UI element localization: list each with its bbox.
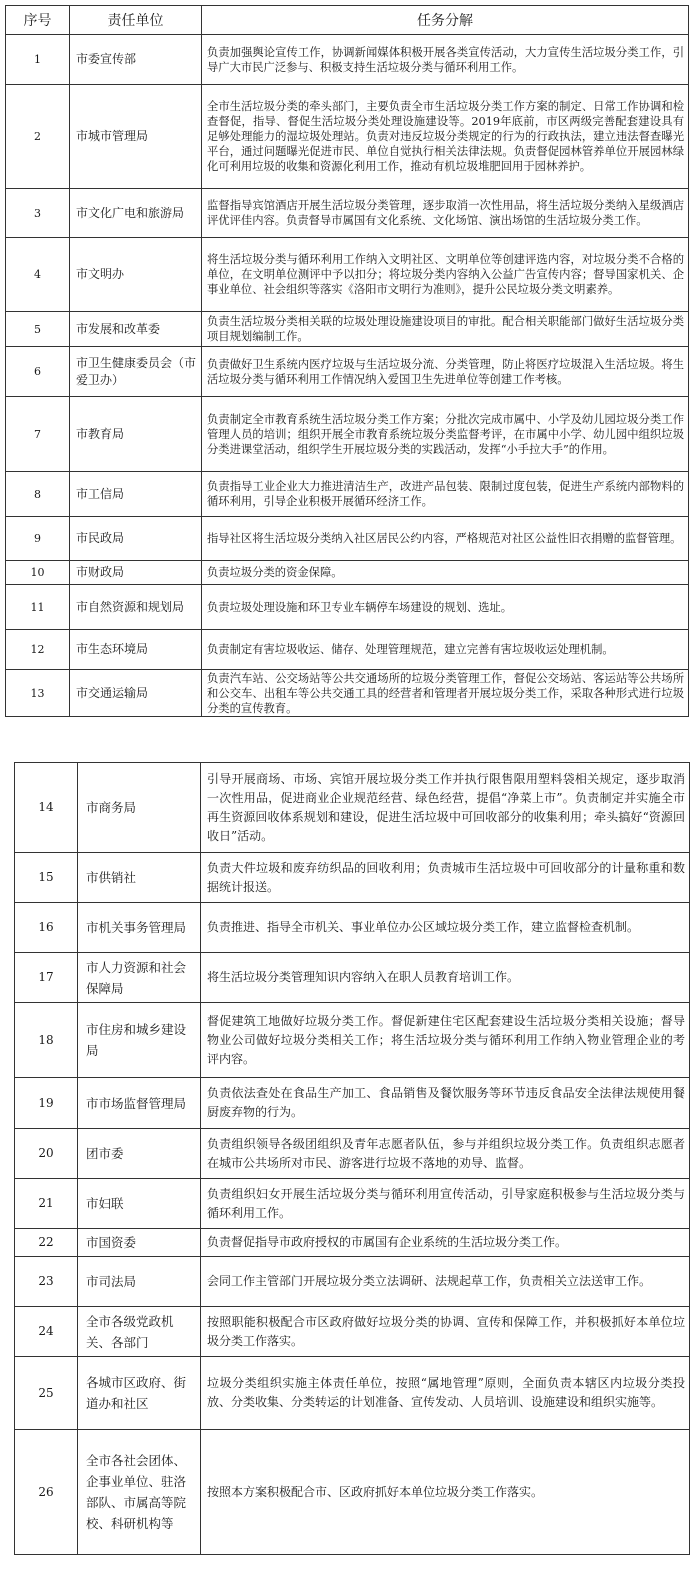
table-row <box>15 1129 690 1179</box>
table-row <box>15 1257 690 1307</box>
row-task: 督促建筑工地做好垃圾分类工作。督促新建住宅区配套建设生活垃圾分类相关设施；督导物业公司做好垃圾分类相关工作；将生活垃圾分类与循环利用工作纳入物业管理企业的考评内容。 <box>201 1003 690 1078</box>
table-row <box>15 1357 690 1430</box>
row-index: 20 <box>15 1129 78 1179</box>
table-row <box>15 1229 690 1257</box>
row-unit: 市机关事务管理局 <box>78 903 201 953</box>
header-unit: 责任单位 <box>70 6 202 35</box>
row-index: 25 <box>15 1357 78 1430</box>
row-unit: 市人力资源和社会保障局 <box>78 953 201 1003</box>
responsibility-table-part-2 <box>14 762 690 1555</box>
table-row <box>15 1078 690 1129</box>
row-index: 13 <box>6 670 70 717</box>
row-unit: 市城市管理局 <box>70 85 202 189</box>
row-unit: 全市各社会团体、企事业单位、驻洛部队、市属高等院校、科研机构等 <box>78 1430 201 1555</box>
row-index: 8 <box>6 472 70 517</box>
row-unit: 市发展和改革委 <box>70 312 202 347</box>
row-index: 23 <box>15 1257 78 1307</box>
table-row <box>6 312 689 347</box>
row-index: 19 <box>15 1078 78 1129</box>
row-index: 6 <box>6 347 70 397</box>
row-unit: 团市委 <box>78 1129 201 1179</box>
row-unit: 市自然资源和规划局 <box>70 585 202 630</box>
row-task: 垃圾分类组织实施主体责任单位，按照“属地管理”原则，全面负责本辖区内垃圾分类投放、分类收集、分类转运的计划准备、宣传发动、人员培训、设施建设和组织实施等。 <box>201 1357 690 1430</box>
row-unit: 市文明办 <box>70 238 202 312</box>
table-row <box>6 670 689 717</box>
table-row <box>15 1307 690 1357</box>
table-row <box>6 630 689 670</box>
responsibility-table-part-1 <box>5 5 689 717</box>
row-task: 负责依法查处在食品生产加工、食品销售及餐饮服务等环节违反食品安全法律法规使用餐厨废弃物的行为。 <box>201 1078 690 1129</box>
header-row <box>6 6 689 35</box>
table-row <box>6 517 689 561</box>
row-index: 9 <box>6 517 70 561</box>
row-unit: 市供销社 <box>78 853 201 903</box>
row-unit: 市民政局 <box>70 517 202 561</box>
row-index: 12 <box>6 630 70 670</box>
row-index: 3 <box>6 189 70 238</box>
row-unit: 市卫生健康委员会（市爱卫办） <box>70 347 202 397</box>
row-unit: 市财政局 <box>70 561 202 585</box>
row-unit: 市工信局 <box>70 472 202 517</box>
row-task: 负责大件垃圾和废弃纺织品的回收利用；负责城市生活垃圾中可回收部分的计量称重和数据统计报送。 <box>201 853 690 903</box>
table-row <box>6 561 689 585</box>
row-unit: 市委宣传部 <box>70 35 202 85</box>
row-unit: 市国资委 <box>78 1229 201 1257</box>
table-row <box>6 347 689 397</box>
row-task: 负责组织妇女开展生活垃圾分类与循环利用宣传活动，引导家庭积极参与生活垃圾分类与循环利用工作。 <box>201 1179 690 1229</box>
table-row <box>6 585 689 630</box>
table-row <box>15 1179 690 1229</box>
row-unit: 市文化广电和旅游局 <box>70 189 202 238</box>
row-task: 监督指导宾馆酒店开展生活垃圾分类管理，逐步取消一次性用品，将生活垃圾分类纳入星级酒店评优评佳内容。负责督导市属国有文化系统、文化场馆、演出场馆的生活垃圾分类工作。 <box>202 189 689 238</box>
table-row <box>15 1003 690 1078</box>
row-index: 16 <box>15 903 78 953</box>
row-index: 15 <box>15 853 78 903</box>
row-unit: 市教育局 <box>70 397 202 472</box>
row-task: 负责汽车站、公交场站等公共交通场所的垃圾分类管理工作，督促公交场站、客运站等公共场所和公交车、出租车等公共交通工具的经营者和管理者开展垃圾分类工作，采取各种形式进行垃圾分类的宣传教育。 <box>202 670 689 717</box>
row-task: 负责做好卫生系统内医疗垃圾与生活垃圾分流、分类管理，防止将医疗垃圾混入生活垃圾。将生活垃圾分类与循环利用工作情况纳入爱国卫生先进单位等创建工作考核。 <box>202 347 689 397</box>
table-row <box>6 35 689 85</box>
table-row <box>15 1430 690 1555</box>
row-task: 负责督促指导市政府授权的市属国有企业系统的生活垃圾分类工作。 <box>201 1229 690 1257</box>
table-row <box>6 189 689 238</box>
table-row <box>6 85 689 189</box>
row-index: 26 <box>15 1430 78 1555</box>
row-index: 18 <box>15 1003 78 1078</box>
row-task: 指导社区将生活垃圾分类纳入社区居民公约内容，严格规范对社区公益性旧衣捐赠的监督管理。 <box>202 517 689 561</box>
row-task: 负责垃圾分类的资金保障。 <box>202 561 689 585</box>
table-row <box>6 397 689 472</box>
row-index: 14 <box>15 763 78 853</box>
row-unit: 市交通运输局 <box>70 670 202 717</box>
row-task: 将生活垃圾分类与循环利用工作纳入文明社区、文明单位等创建评选内容，对垃圾分类不合格的单位，在文明单位测评中予以扣分；将垃圾分类内容纳入公益广告宣传内容；督导国家机关、企事业单位、社会组织等落实《洛阳市文明行为准则》，提升公民垃圾分类文明素养。 <box>202 238 689 312</box>
row-task: 负责制定有害垃圾收运、储存、处理管理规范，建立完善有害垃圾收运处理机制。 <box>202 630 689 670</box>
row-task: 按照本方案积极配合市、区政府抓好本单位垃圾分类工作落实。 <box>201 1430 690 1555</box>
row-index: 10 <box>6 561 70 585</box>
row-index: 22 <box>15 1229 78 1257</box>
header-task: 任务分解 <box>202 6 689 35</box>
row-task: 引导开展商场、市场、宾馆开展垃圾分类工作并执行限售限用塑料袋相关规定，逐步取消一次性用品，促进商业企业规范经营、绿色经营，提倡“净菜上市”。负责制定并实施全市再生资源回收体系规划和建设，促进生活垃圾中可回收部分的收集利用；牵头搞好“资源回收日”活动。 <box>201 763 690 853</box>
row-index: 11 <box>6 585 70 630</box>
row-task: 负责制定全市教育系统生活垃圾分类工作方案；分批次完成市属中、小学及幼儿园垃圾分类工作管理人员的培训；组织开展全市教育系统垃圾分类监督考评，在市属中小学、幼儿园中组织垃圾分类进课堂活动，组织学生开展垃圾分类的实践活动，发挥“小手拉大手”的作用。 <box>202 397 689 472</box>
row-unit: 市商务局 <box>78 763 201 853</box>
row-index: 2 <box>6 85 70 189</box>
row-unit: 市生态环境局 <box>70 630 202 670</box>
row-task: 负责生活垃圾分类相关联的垃圾处理设施建设项目的审批。配合相关职能部门做好生活垃圾分类项目规划编制工作。 <box>202 312 689 347</box>
row-index: 1 <box>6 35 70 85</box>
row-task: 按照职能积极配合市区政府做好垃圾分类的协调、宣传和保障工作，并积极抓好本单位垃圾分类工作落实。 <box>201 1307 690 1357</box>
row-task: 负责垃圾处理设施和环卫专业车辆停车场建设的规划、选址。 <box>202 585 689 630</box>
row-task: 负责加强舆论宣传工作，协调新闻媒体积极开展各类宣传活动，大力宣传生活垃圾分类工作，引导广大市民广泛参与、积极支持生活垃圾分类与循环利用工作。 <box>202 35 689 85</box>
row-unit: 各城市区政府、街道办和社区 <box>78 1357 201 1430</box>
table-row <box>15 763 690 853</box>
header-index: 序号 <box>6 6 70 35</box>
table-row <box>15 853 690 903</box>
row-unit: 全市各级党政机关、各部门 <box>78 1307 201 1357</box>
row-unit: 市住房和城乡建设局 <box>78 1003 201 1078</box>
row-index: 4 <box>6 238 70 312</box>
row-task: 会同工作主管部门开展垃圾分类立法调研、法规起草工作，负责相关立法送审工作。 <box>201 1257 690 1307</box>
row-task: 将生活垃圾分类管理知识内容纳入在职人员教育培训工作。 <box>201 953 690 1003</box>
row-unit: 市市场监督管理局 <box>78 1078 201 1129</box>
row-index: 7 <box>6 397 70 472</box>
row-index: 17 <box>15 953 78 1003</box>
row-task: 负责组织领导各级团组织及青年志愿者队伍，参与并组织垃圾分类工作。负责组织志愿者在城市公共场所对市民、游客进行垃圾不落地的劝导、监督。 <box>201 1129 690 1179</box>
row-index: 21 <box>15 1179 78 1229</box>
table-row <box>15 903 690 953</box>
table-row <box>6 238 689 312</box>
row-task: 负责指导工业企业大力推进清洁生产，改进产品包装、限制过度包装，促进生产系统内部物料的循环利用，引导企业积极开展循环经济工作。 <box>202 472 689 517</box>
row-task: 全市生活垃圾分类的牵头部门，主要负责全市生活垃圾分类工作方案的制定、日常工作协调和检查督促，指导、督促生活垃圾分类处理设施建设等。2019年底前，市区两级完善配套建设具有足够处理能力的湿垃圾处理站。负责对违反垃圾分类规定的行为的行政执法，建立违法督查曝光平台，通过问题曝光促进市民、单位自觉执行相关法律法规。负责督促园林管养单位开展园林绿化可利用垃圾的收集和资源化利用工作，推动有机垃圾堆肥回用于园林养护。 <box>202 85 689 189</box>
row-index: 24 <box>15 1307 78 1357</box>
row-unit: 市司法局 <box>78 1257 201 1307</box>
table-row <box>15 953 690 1003</box>
row-index: 5 <box>6 312 70 347</box>
row-task: 负责推进、指导全市机关、事业单位办公区域垃圾分类工作，建立监督检查机制。 <box>201 903 690 953</box>
row-unit: 市妇联 <box>78 1179 201 1229</box>
table-row <box>6 472 689 517</box>
